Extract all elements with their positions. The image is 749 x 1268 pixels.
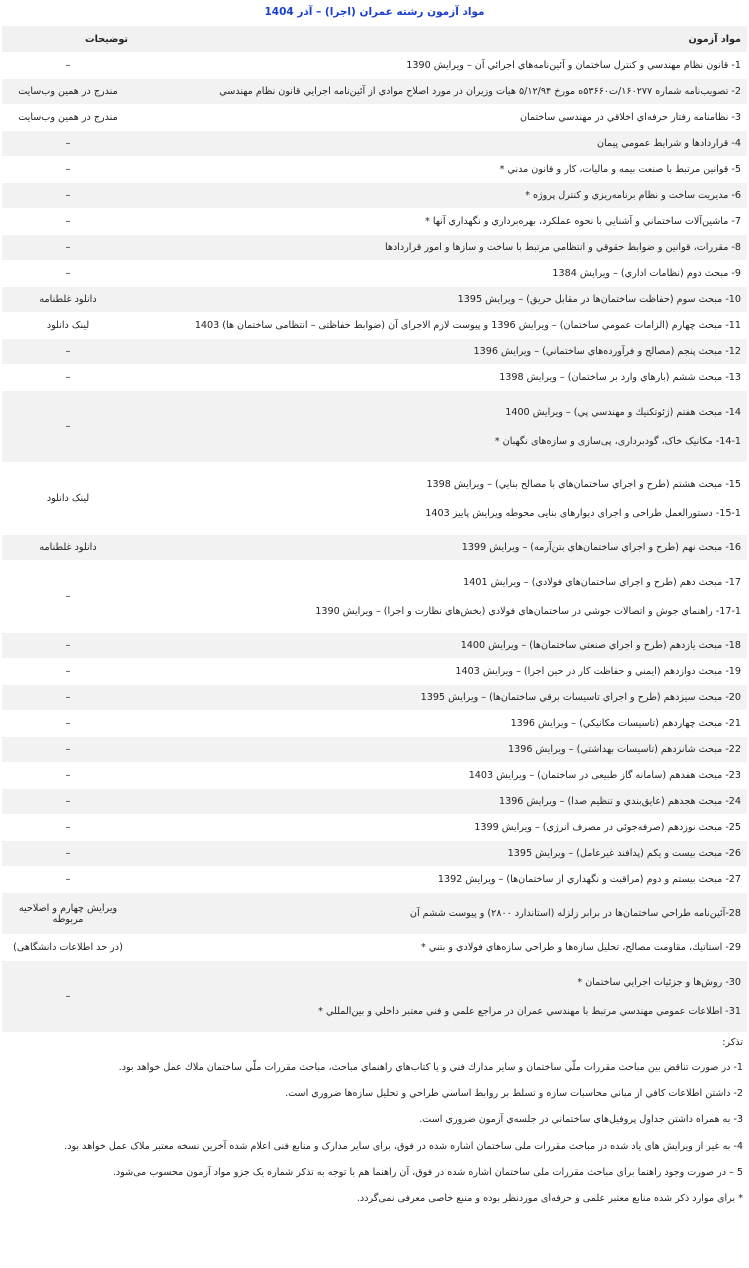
subject-cell [134,763,747,789]
subject-cell [134,131,747,157]
subject-cell [134,961,747,1033]
subject-cell [134,659,747,685]
subject-cell [134,867,747,893]
note-item: 2- داشتن اطلاعات كافي از مباني محاسبات سازه و تسلط بر روابط اساسي طراحي و تحليل سازه‌ها ضروري است. [285,1088,743,1100]
subject-text: 11- مبحث چهارم (الزامات عمومي ساختمان) – ويرايش 1396 و پيوست لازم الاجرای آن (ضوابط حفاظتی – انتظامی ساختمان ها) 1403 [194,320,741,331]
subject-cell [134,789,747,815]
subject-text: 24- مبحث هجدهم (عايق‌بندي و تنظيم صدا) – ويرايش 1396 [499,796,741,807]
subject-cell [134,105,747,131]
table-row [2,711,747,737]
note-cell: – [2,183,134,209]
note-item: * برای موارد ذکر شده منابع معتبر علمی و حرفه‌ای موردنظر بوده و منبع خاصی معرفی نمی‌گردد. [356,1192,743,1204]
subject-subitem-text: 17-1- راهنماي جوش و اتصالات جوشي در ساختمان‌هاي فولادي (بخش‌هاي نظارت و اجرا) – ويرايش 1390 [315,605,741,617]
subject-text: 28-آئين‌نامه طراحي ساختمان‌ها در برابر زلزله (استاندارد ۲۸۰۰) و پيوست ششم آن [409,908,741,919]
subject-cell [134,79,747,105]
table-row [2,463,747,535]
subject-text: 23- مبحث هفدهم (سامانه گاز طبیعی در ساختمان) – ويرايش 1403 [468,770,741,781]
subject-text: 26- مبحث بيست و يكم (پدافند غيرعامل) – ويرايش 1395 [507,848,741,859]
table-row [2,209,747,235]
subject-cell [134,737,747,763]
subject-text: 20- مبحث سيزدهم (طرح و اجراي تاسيسات برقي ساختمان‌ها) – ويرايش 1395 [420,692,741,703]
table-row [2,867,747,893]
subject-text: 19- مبحث دوازدهم (ايمني و حفاظت كار در حين اجرا) – ويرايش 1403 [455,666,741,677]
note-item: 4- به غير از ویرایش های یاد شده در مباحث مقررات ملی ساختمان اشاره شده در فوق، برای سایر مدارک و منابع فنی اعلام شده آخرین نسخه معتبر ملاک عمل خواهد بود. [64,1140,743,1152]
table-row [2,365,747,391]
subject-text: 30- روش‌ها و جزئيات اجرايي ساختمان * [577,976,741,988]
download-link[interactable]: لینک دانلود [2,463,134,535]
subject-text: 3- نظامنامه رفتار حرفه‌اي اخلاقي در مهندسي ساختمان [519,112,741,123]
notes-section [6,1037,743,1219]
table-row [2,841,747,867]
note-cell: – [2,261,134,287]
note-cell: – [2,789,134,815]
header-subjects: مواد آزمون [134,26,747,53]
table-row [2,893,747,935]
note-cell: (در حد اطلاعات دانشگاهی) [2,935,134,961]
subject-text: 15- مبحث هشتم (طرح و اجراي ساختمان‌هاي با مصالح بنايي) – ويرايش 1398 [426,478,741,490]
table-row [2,53,747,79]
table-row [2,737,747,763]
note-item: 3- به همراه داشتن جداول پروفيل‌هاي ساختماني در جلسه‌ي آزمون ضروري است. [419,1114,743,1126]
note-cell: – [2,961,134,1033]
subject-cell [134,633,747,659]
subject-text: 18- مبحث يازدهم (طرح و اجراي صنعتي ساختمان‌ها) – ويرايش 1400 [460,640,741,651]
table-row [2,183,747,209]
subject-text: 4- قراردادها و شرايط عمومي پيمان [596,138,741,149]
table-row [2,685,747,711]
subject-text: 1- قانون نظام مهندسي و كنترل ساختمان و آئين‌نامه‌هاي اجرائي آن – ويرايش 1390 [406,60,741,71]
exam-subjects-table [2,26,747,1033]
note-cell: – [2,157,134,183]
table-row [2,105,747,131]
note-cell: – [2,209,134,235]
subject-cell [134,339,747,365]
subject-text: 6- مديريت ساخت و نظام برنامه‌ريزي و كنترل پروژه * [525,190,741,201]
notes-list [6,1062,743,1205]
download-link[interactable]: لینک دانلود [2,313,134,339]
table-row [2,339,747,365]
table-body [2,53,747,1033]
subject-subitem-text: 31- اطلاعات عمومي مهندسي مرتبط با مهندسي عمران در مراجع علمي و فني معتبر داخلي و بين‌المللي * [318,1005,741,1017]
note-cell: – [2,659,134,685]
subject-cell [134,209,747,235]
table-row [2,763,747,789]
table-row [2,935,747,961]
subject-cell [134,313,747,339]
subject-cell [134,391,747,463]
subject-cell [134,841,747,867]
subject-text: 13- مبحث ششم (بارهاي وارد بر ساختمان) – ويرايش 1398 [499,372,741,383]
note-item: 5 – در صورت وجود راهنما برای مباحث مقررات ملی ساختمان اشاره شده در فوق، آن راهنما هم با توجه به تذکر شماره یک جزو مواد آزمون محسوب می‌شود. [112,1166,743,1178]
table-row [2,261,747,287]
subject-cell [134,261,747,287]
table-row [2,815,747,841]
subject-text: 22- مبحث شانزدهم (تاسيسات بهداشتي) – ويرايش 1396 [508,744,741,755]
subject-cell [134,463,747,535]
subject-cell [134,53,747,79]
subject-cell [134,815,747,841]
subject-text: 12- مبحث پنجم (مصالح و فرآورده‌هاي ساختماني) – ويرايش 1396 [473,346,741,357]
subject-text: 2- تصويب‌نامه شماره ۱۶۰۲۷۷/ت۵۳۶۶۰ه مورخ ۵/۱۲/۹۴ هيات وزيران در مورد اصلاح موادي از آئين‌نامه اجرايي قانون نظام مهندسي [219,86,741,97]
download-link[interactable]: دانلود غلطنامه [2,287,134,313]
subject-cell [134,711,747,737]
note-cell: مندرج در همین وب‌سایت [2,105,134,131]
table-header-row [2,26,747,53]
note-cell: – [2,561,134,633]
note-cell: ويرايش چهارم و اصلاحيه مربوطه [2,893,134,935]
subject-text: 17- مبحث دهم (طرح و اجراي ساختمان‌هاي فولادي) – ويرايش 1401 [463,576,741,588]
subject-text: 10- مبحث سوم (حفاظت ساختمان‌ها در مقابل حريق) – ويرايش 1395 [457,294,741,305]
subject-text: 27- مبحث بيستم و دوم (مراقبت و نگهداري از ساختمان‌ها) – ويرايش 1392 [437,874,741,885]
subject-text: 7- ماشين‌آلات ساختماني و آشنايي با نحوه عملكرد، بهره‌برداري و نگهداري آنها * [424,216,741,227]
subject-cell [134,365,747,391]
table-row [2,79,747,105]
subject-text: 29- استاتيك، مقاومت مصالح، تحليل سازه‌ها و طراحي سازه‌هاي فولادي و بتني * [421,942,741,953]
subject-subitem-text: 14-1- مکانیک خاک، گودبرداری، پی‌سازی و سازه‌های نگهبان * [494,435,741,447]
table-row [2,561,747,633]
subject-text: 25- مبحث نوزدهم (صرفه‌جوئي در مصرف انرژي) – ويرايش 1399 [474,822,741,833]
note-cell: – [2,763,134,789]
subject-cell [134,183,747,209]
note-cell: – [2,711,134,737]
note-cell: مندرج در همین وب‌سایت [2,79,134,105]
subject-cell [134,287,747,313]
subject-cell [134,157,747,183]
subject-text: 14- مبحث هفتم (ژئوتكنيك و مهندسي پي) – ويرايش 1400 [505,406,741,418]
table-row [2,131,747,157]
note-cell: – [2,867,134,893]
subject-cell [134,535,747,561]
subject-text: 21- مبحث چهاردهم (تاسيسات مكانيكي) – ويرايش 1396 [510,718,741,729]
note-cell: – [2,815,134,841]
note-cell: – [2,685,134,711]
table-row [2,961,747,1033]
table-row [2,313,747,339]
table-row [2,287,747,313]
table-row [2,659,747,685]
note-cell: – [2,365,134,391]
subject-cell [134,235,747,261]
note-item: 1- در صورت تناقض بين مباحث مقررات ملّي ساختمان و ساير مدارك فني و يا كتاب‌هاي راهنماي مباحث، مباحث مقررات ملّي ساختمان ملاك عمل خواهد بود. [118,1062,743,1073]
note-cell: – [2,131,134,157]
note-cell: – [2,235,134,261]
table-row [2,235,747,261]
note-cell: – [2,391,134,463]
note-cell: – [2,737,134,763]
subject-cell [134,893,747,935]
note-cell: – [2,633,134,659]
subject-cell [134,685,747,711]
subject-subitem-text: 15-1- دستورالعمل طراحی و اجرای دیوارهای بنایی محوطه ویرایش پاییز 1403 [425,507,741,519]
subject-text: 16- مبحث نهم (طرح و اجراي ساختمان‌هاي بتن‌آرمه) – ويرايش 1399 [461,542,741,553]
subject-cell [134,935,747,961]
notes-title: تذکر: [722,1037,743,1048]
note-cell: – [2,841,134,867]
note-cell: – [2,53,134,79]
table-row [2,391,747,463]
download-link[interactable]: دانلود غلطنامه [2,535,134,561]
subject-cell [134,561,747,633]
note-cell: – [2,339,134,365]
table-row [2,157,747,183]
subject-text: 9- مبحث دوم (نظامات اداري) – ويرايش 1384 [552,268,741,279]
subject-text: 8- مقررات، قوانين و ضوابط حقوقي و انتظامي مرتبط با ساخت و سازها و امور قراردادها [384,242,741,253]
table-row [2,633,747,659]
table-row [2,789,747,815]
header-notes: توضیحات [2,26,134,53]
subject-text: 5- قوانين مرتبط با صنعت بيمه و ماليات، كار و قانون مدني * [499,164,741,175]
page-title: مواد آزمون رشته عمران (اجرا) – آذر 1404 [264,6,485,18]
table-row [2,535,747,561]
